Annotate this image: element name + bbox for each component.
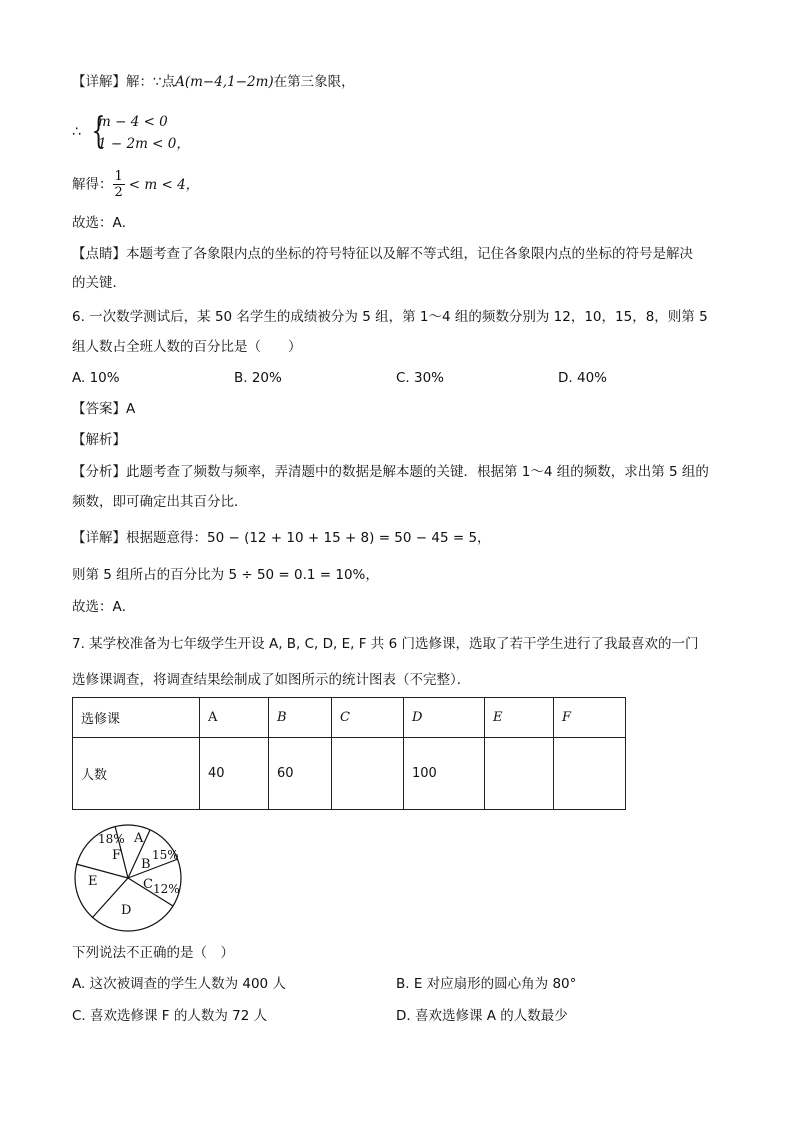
q7-stem-line2: 选修课调查，将调查结果绘制成了如图所示的统计图表（不完整）． <box>72 672 471 688</box>
q7-option-c: C. 喜欢选修课 F 的人数为 72 人 <box>72 1008 268 1024</box>
q6-option-d: D. 40% <box>558 370 607 386</box>
detail-text: 根据题意得：50 − (12 + 10 + 15 + 8) = 50 − 45 = 5， <box>126 530 491 546</box>
table-cell: 人数 <box>73 738 200 810</box>
q6-detail-line1 <box>72 528 491 548</box>
fraction-half: $\frac{1}{2}$ <box>114 169 123 200</box>
table-cell <box>485 738 554 810</box>
q6-option-a: A. 10% <box>72 370 120 386</box>
q6-fenxi-line1 <box>72 462 709 482</box>
pie-label-d: D <box>121 903 132 918</box>
q6-stem-line2: 组人数占全班人数的百分比是（ ） <box>72 339 302 355</box>
table-data-row <box>73 738 626 810</box>
comment-label: 【点睛】 <box>72 246 126 262</box>
q6-option-c: C. 30% <box>396 370 445 386</box>
q5-comment-line1 <box>72 244 693 264</box>
pie-label-f: F <box>112 848 122 863</box>
pie-pct-f: 18% <box>98 832 125 846</box>
q6-answer-line <box>72 399 135 419</box>
pie-chart <box>70 822 194 934</box>
q7-option-d: D. 喜欢选修课 A 的人数最少 <box>396 1008 568 1024</box>
survey-table <box>72 697 626 810</box>
q5-comment-line2: 的关键． <box>72 275 126 291</box>
pie-pct-c: 12% <box>153 882 180 896</box>
q7-question: 下列说法不正确的是（ ） <box>72 945 234 961</box>
left-brace: { <box>91 111 106 152</box>
detail-text: 解：∵点 <box>126 74 176 90</box>
fenxi-text: 此题考查了频数与频率，弄清题中的数据是解本题的关键．根据第 1～4 组的频数，求出第 5 组的 <box>126 464 709 480</box>
detail-text-end: 在第三象限， <box>273 74 355 90</box>
answer-label: 【答案】 <box>72 401 126 417</box>
table-cell: F <box>554 698 626 738</box>
pie-label-e: E <box>88 874 98 889</box>
fenxi-label: 【分析】 <box>72 464 126 480</box>
solve-range: < m < 4， <box>128 176 200 193</box>
pie-pct-b: 15% <box>152 848 179 862</box>
table-cell: D <box>404 698 485 738</box>
q6-choose: 故选：A． <box>72 599 136 615</box>
detail-label: 【详解】 <box>72 74 126 90</box>
pie-label-b: B <box>141 857 151 872</box>
q6-option-b: B. 20% <box>234 370 282 386</box>
table-cell: A <box>200 698 269 738</box>
point-expression: A(m−4,1−2m) <box>175 74 274 90</box>
answer-value: A <box>126 401 136 417</box>
q6-detail-line2: 则第 5 组所占的百分比为 5 ÷ 50 = 0.1 = 10%， <box>72 567 379 583</box>
q5-solve-line <box>72 169 199 200</box>
comment-text: 本题考查了各象限内点的坐标的符号特征以及解不等式组，记住各象限内点的坐标的符号是解决 <box>126 246 693 262</box>
table-cell: C <box>332 698 404 738</box>
table-cell <box>332 738 404 810</box>
q6-stem-line1: 6. 一次数学测试后，某 50 名学生的成绩被分为 5 组，第 1～4 组的频数分别为 12，10，15，8，则第 5 <box>72 309 708 325</box>
table-cell: 选修课 <box>73 698 200 738</box>
q5-choose: 故选：A． <box>72 215 136 231</box>
q7-option-b: B. E 对应扇形的圆心角为 80° <box>396 976 577 992</box>
q7-option-a: A. 这次被调查的学生人数为 400 人 <box>72 976 286 992</box>
inequality-2: 1 − 2m < 0， <box>98 136 190 152</box>
pie-label-a: A <box>134 831 144 846</box>
pie-label-c: C <box>143 877 153 892</box>
therefore-symbol: ∴ <box>72 124 81 140</box>
q6-analysis-label: 【解析】 <box>72 432 126 448</box>
table-cell: 100 <box>404 738 485 810</box>
table-cell: 60 <box>269 738 332 810</box>
table-cell: 40 <box>200 738 269 810</box>
detail-label: 【详解】 <box>72 530 126 546</box>
table-cell <box>554 738 626 810</box>
q6-fenxi-line2: 频数，即可确定出其百分比． <box>72 494 248 510</box>
q5-detail-line <box>72 72 355 92</box>
solve-prefix: 解得： <box>72 176 113 193</box>
q7-stem-line1: 7. 某学校准备为七年级学生开设 A, B, C, D, E, F 共 6 门选修课，选取了若干学生进行了我最喜欢的一门 <box>72 636 699 652</box>
table-header-row <box>73 698 626 738</box>
inequality-1: m − 4 < 0 <box>98 114 168 130</box>
table-cell: E <box>485 698 554 738</box>
table-cell: B <box>269 698 332 738</box>
